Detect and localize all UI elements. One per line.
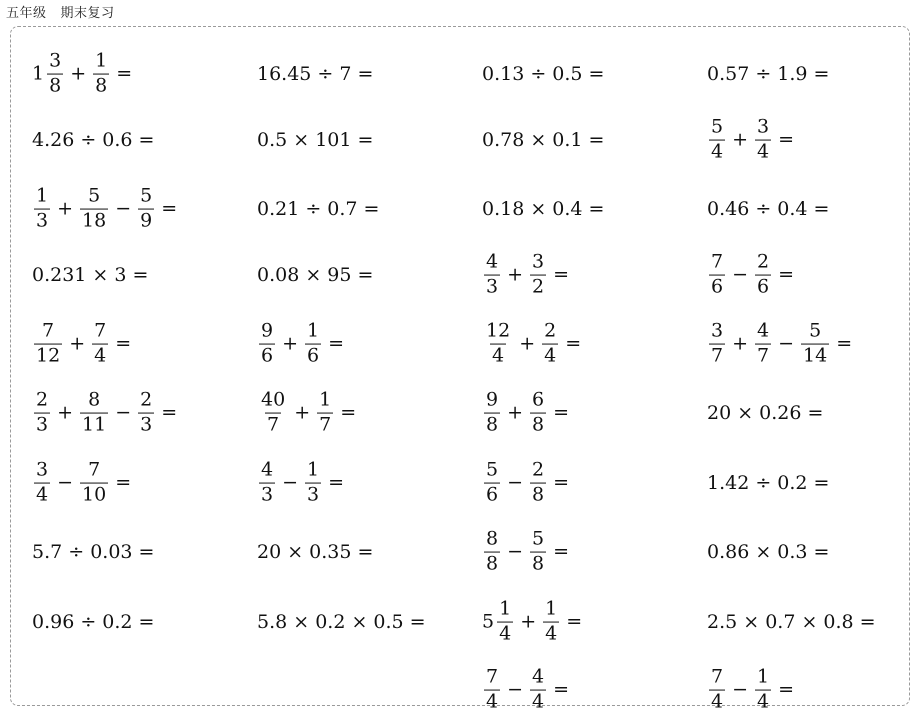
numerator: 1 bbox=[307, 319, 320, 342]
denominator: 4 bbox=[94, 344, 107, 367]
problem-expression: 0.96 ÷ 0.2 = bbox=[32, 611, 155, 633]
numerator: 3 bbox=[49, 49, 62, 72]
math-problem bbox=[257, 264, 373, 286]
denominator: 11 bbox=[82, 413, 107, 436]
problem-expression: 0.46 ÷ 0.4 = bbox=[707, 198, 830, 220]
whole-number: 5 bbox=[482, 611, 495, 633]
fraction bbox=[34, 458, 50, 506]
fraction bbox=[755, 250, 771, 298]
problem-expression: 5.8 × 0.2 × 0.5 = bbox=[257, 611, 426, 633]
denominator: 18 bbox=[82, 209, 107, 232]
operator: − bbox=[115, 198, 132, 220]
math-problem bbox=[482, 665, 574, 713]
fraction bbox=[80, 388, 108, 436]
fraction bbox=[755, 319, 771, 367]
denominator: 4 bbox=[36, 483, 49, 506]
denominator: 8 bbox=[532, 483, 545, 506]
operator: + bbox=[294, 402, 311, 424]
operator: + bbox=[732, 333, 749, 355]
numerator: 5 bbox=[486, 458, 499, 481]
fraction bbox=[47, 49, 63, 97]
fraction bbox=[259, 319, 275, 367]
problem-expression: 0.08 × 95 = bbox=[257, 264, 374, 286]
numerator: 3 bbox=[36, 458, 49, 481]
fraction bbox=[755, 665, 771, 713]
operator: + bbox=[282, 333, 299, 355]
problem-expression: 0.13 ÷ 0.5 = bbox=[482, 63, 605, 85]
fraction bbox=[530, 388, 546, 436]
denominator: 10 bbox=[82, 483, 107, 506]
numerator: 9 bbox=[486, 388, 499, 411]
fraction bbox=[138, 184, 154, 232]
numerator: 9 bbox=[261, 319, 274, 342]
denominator: 7 bbox=[319, 413, 332, 436]
math-problem bbox=[707, 402, 823, 424]
denominator: 7 bbox=[267, 413, 280, 436]
math-problem bbox=[482, 250, 574, 298]
denominator: 6 bbox=[486, 483, 499, 506]
fraction bbox=[34, 388, 50, 436]
fraction bbox=[34, 184, 50, 232]
math-problem bbox=[482, 527, 574, 575]
denominator: 8 bbox=[486, 552, 499, 575]
operator: − bbox=[732, 679, 749, 701]
fraction bbox=[709, 319, 725, 367]
math-problem bbox=[32, 49, 137, 97]
problem-expression: 0.78 × 0.1 = bbox=[482, 129, 605, 151]
problem-expression: 0.5 × 101 = bbox=[257, 129, 374, 151]
math-problem bbox=[257, 611, 426, 633]
numerator: 1 bbox=[545, 597, 558, 620]
operator: − bbox=[282, 472, 299, 494]
numerator: 4 bbox=[532, 665, 545, 688]
problem-expression: 0.86 × 0.3 = bbox=[707, 541, 830, 563]
denominator: 7 bbox=[757, 344, 770, 367]
numerator: 6 bbox=[532, 388, 545, 411]
fraction bbox=[530, 527, 546, 575]
operator: − bbox=[507, 472, 524, 494]
operator: = bbox=[778, 129, 795, 151]
operator: − bbox=[115, 402, 132, 424]
math-problem bbox=[707, 198, 829, 220]
operator: + bbox=[520, 611, 537, 633]
numerator: 7 bbox=[94, 319, 107, 342]
denominator: 3 bbox=[486, 275, 499, 298]
denominator: 4 bbox=[711, 690, 724, 713]
denominator: 6 bbox=[261, 344, 274, 367]
math-problem bbox=[707, 541, 829, 563]
math-problem bbox=[257, 388, 361, 436]
math-problem bbox=[482, 63, 604, 85]
numerator: 1 bbox=[307, 458, 320, 481]
problem-expression: 0.18 × 0.4 = bbox=[482, 198, 605, 220]
math-problem bbox=[32, 129, 154, 151]
fraction bbox=[530, 665, 546, 713]
problem-expression: 16.45 ÷ 7 = bbox=[257, 63, 374, 85]
fraction bbox=[497, 597, 513, 645]
denominator: 4 bbox=[757, 140, 770, 163]
problem-expression: 1.42 ÷ 0.2 = bbox=[707, 472, 830, 494]
denominator: 4 bbox=[499, 622, 512, 645]
operator: − bbox=[507, 541, 524, 563]
denominator: 8 bbox=[532, 413, 545, 436]
fraction bbox=[709, 250, 725, 298]
worksheet-title: 期末复习 bbox=[60, 6, 115, 21]
problem-expression: 2.5 × 0.7 × 0.8 = bbox=[707, 611, 876, 633]
operator: + bbox=[57, 198, 74, 220]
fraction bbox=[709, 115, 725, 163]
operator: + bbox=[732, 129, 749, 151]
numerator: 1 bbox=[757, 665, 770, 688]
denominator: 6 bbox=[757, 275, 770, 298]
numerator: 2 bbox=[36, 388, 49, 411]
math-problem bbox=[257, 458, 349, 506]
fraction bbox=[80, 458, 108, 506]
math-problem bbox=[257, 541, 373, 563]
numerator: 5 bbox=[88, 184, 101, 207]
denominator: 8 bbox=[49, 74, 62, 97]
numerator: 1 bbox=[36, 184, 49, 207]
operator: = bbox=[566, 611, 583, 633]
numerator: 3 bbox=[711, 319, 724, 342]
fraction bbox=[305, 458, 321, 506]
numerator: 8 bbox=[88, 388, 101, 411]
problem-expression: 5.7 ÷ 0.03 = bbox=[32, 541, 155, 563]
operator: + bbox=[507, 264, 524, 286]
numerator: 2 bbox=[532, 458, 545, 481]
denominator: 8 bbox=[532, 552, 545, 575]
denominator: 4 bbox=[492, 344, 505, 367]
operator: + bbox=[70, 63, 87, 85]
whole-number: 1 bbox=[32, 63, 45, 85]
math-problem bbox=[257, 63, 373, 85]
numerator: 40 bbox=[261, 388, 286, 411]
math-problem bbox=[482, 129, 604, 151]
math-problem bbox=[707, 665, 799, 713]
fraction bbox=[755, 115, 771, 163]
denominator: 3 bbox=[36, 209, 49, 232]
fraction bbox=[530, 458, 546, 506]
operator: = bbox=[553, 402, 570, 424]
worksheet-header bbox=[6, 2, 115, 21]
numerator: 7 bbox=[486, 665, 499, 688]
fraction bbox=[709, 665, 725, 713]
operator: = bbox=[328, 333, 345, 355]
math-problem bbox=[707, 472, 829, 494]
denominator: 4 bbox=[545, 622, 558, 645]
math-problem bbox=[32, 319, 136, 367]
denominator: 4 bbox=[544, 344, 557, 367]
denominator: 2 bbox=[532, 275, 545, 298]
fraction bbox=[484, 388, 500, 436]
denominator: 12 bbox=[36, 344, 61, 367]
fraction bbox=[484, 458, 500, 506]
problem-expression: 0.57 ÷ 1.9 = bbox=[707, 63, 830, 85]
math-problem bbox=[257, 198, 379, 220]
operator: = bbox=[553, 264, 570, 286]
numerator: 8 bbox=[486, 527, 499, 550]
numerator: 3 bbox=[757, 115, 770, 138]
math-problem bbox=[482, 319, 586, 367]
operator: + bbox=[57, 402, 74, 424]
math-problem bbox=[482, 198, 604, 220]
fraction bbox=[542, 319, 558, 367]
numerator: 5 bbox=[711, 115, 724, 138]
denominator: 4 bbox=[757, 690, 770, 713]
numerator: 4 bbox=[757, 319, 770, 342]
math-problem bbox=[707, 250, 799, 298]
operator: = bbox=[328, 472, 345, 494]
problem-expression: 20 × 0.35 = bbox=[257, 541, 374, 563]
operator: + bbox=[507, 402, 524, 424]
math-problem bbox=[32, 611, 154, 633]
operator: = bbox=[836, 333, 853, 355]
fraction bbox=[530, 250, 546, 298]
math-problem bbox=[257, 129, 373, 151]
math-problem bbox=[482, 597, 587, 645]
math-problem bbox=[32, 184, 182, 232]
fraction bbox=[801, 319, 829, 367]
fraction bbox=[138, 388, 154, 436]
denominator: 4 bbox=[486, 690, 499, 713]
fraction bbox=[543, 597, 559, 645]
problem-expression: 20 × 0.26 = bbox=[707, 402, 824, 424]
problem-expression: 0.231 × 3 = bbox=[32, 264, 149, 286]
fraction bbox=[317, 388, 333, 436]
problem-expression: 4.26 ÷ 0.6 = bbox=[32, 129, 155, 151]
operator: − bbox=[778, 333, 795, 355]
denominator: 6 bbox=[711, 275, 724, 298]
numerator: 2 bbox=[140, 388, 153, 411]
numerator: 12 bbox=[486, 319, 511, 342]
operator: = bbox=[340, 402, 357, 424]
numerator: 3 bbox=[532, 250, 545, 273]
numerator: 7 bbox=[88, 458, 101, 481]
numerator: 5 bbox=[809, 319, 822, 342]
fraction bbox=[259, 458, 275, 506]
denominator: 8 bbox=[95, 74, 108, 97]
numerator: 2 bbox=[544, 319, 557, 342]
numerator: 7 bbox=[42, 319, 55, 342]
denominator: 7 bbox=[711, 344, 724, 367]
numerator: 7 bbox=[711, 250, 724, 273]
denominator: 4 bbox=[711, 140, 724, 163]
math-problem bbox=[482, 458, 574, 506]
denominator: 8 bbox=[486, 413, 499, 436]
denominator: 14 bbox=[803, 344, 828, 367]
fraction bbox=[484, 527, 500, 575]
fraction bbox=[484, 319, 512, 367]
fraction bbox=[92, 319, 108, 367]
operator: = bbox=[553, 679, 570, 701]
operator: + bbox=[69, 333, 86, 355]
operator: = bbox=[115, 472, 132, 494]
fraction bbox=[484, 665, 500, 713]
math-problem bbox=[32, 388, 182, 436]
fraction bbox=[80, 184, 108, 232]
problem-expression: 0.21 ÷ 0.7 = bbox=[257, 198, 380, 220]
fraction bbox=[34, 319, 62, 367]
math-problem bbox=[707, 319, 857, 367]
denominator: 4 bbox=[532, 690, 545, 713]
math-problem bbox=[32, 458, 136, 506]
denominator: 3 bbox=[261, 483, 274, 506]
math-problem bbox=[482, 388, 574, 436]
operator: + bbox=[519, 333, 536, 355]
operator: − bbox=[732, 264, 749, 286]
math-problem bbox=[32, 541, 154, 563]
numerator: 1 bbox=[95, 49, 108, 72]
numerator: 7 bbox=[711, 665, 724, 688]
math-problem bbox=[32, 264, 148, 286]
math-problem bbox=[707, 115, 799, 163]
denominator: 6 bbox=[307, 344, 320, 367]
numerator: 4 bbox=[486, 250, 499, 273]
operator: = bbox=[161, 198, 178, 220]
operator: = bbox=[778, 679, 795, 701]
numerator: 4 bbox=[261, 458, 274, 481]
numerator: 1 bbox=[319, 388, 332, 411]
denominator: 3 bbox=[36, 413, 49, 436]
operator: = bbox=[115, 333, 132, 355]
math-problem bbox=[707, 63, 829, 85]
denominator: 3 bbox=[140, 413, 153, 436]
numerator: 2 bbox=[757, 250, 770, 273]
numerator: 5 bbox=[140, 184, 153, 207]
grade-label: 五年级 bbox=[6, 6, 47, 21]
fraction bbox=[93, 49, 109, 97]
operator: = bbox=[565, 333, 582, 355]
operator: = bbox=[116, 63, 133, 85]
operator: = bbox=[553, 472, 570, 494]
fraction bbox=[305, 319, 321, 367]
fraction bbox=[484, 250, 500, 298]
math-problem bbox=[257, 319, 349, 367]
numerator: 5 bbox=[532, 527, 545, 550]
operator: − bbox=[57, 472, 74, 494]
denominator: 9 bbox=[140, 209, 153, 232]
denominator: 3 bbox=[307, 483, 320, 506]
numerator: 1 bbox=[499, 597, 512, 620]
operator: = bbox=[161, 402, 178, 424]
math-problem bbox=[707, 611, 876, 633]
operator: = bbox=[778, 264, 795, 286]
fraction bbox=[259, 388, 287, 436]
operator: = bbox=[553, 541, 570, 563]
operator: − bbox=[507, 679, 524, 701]
